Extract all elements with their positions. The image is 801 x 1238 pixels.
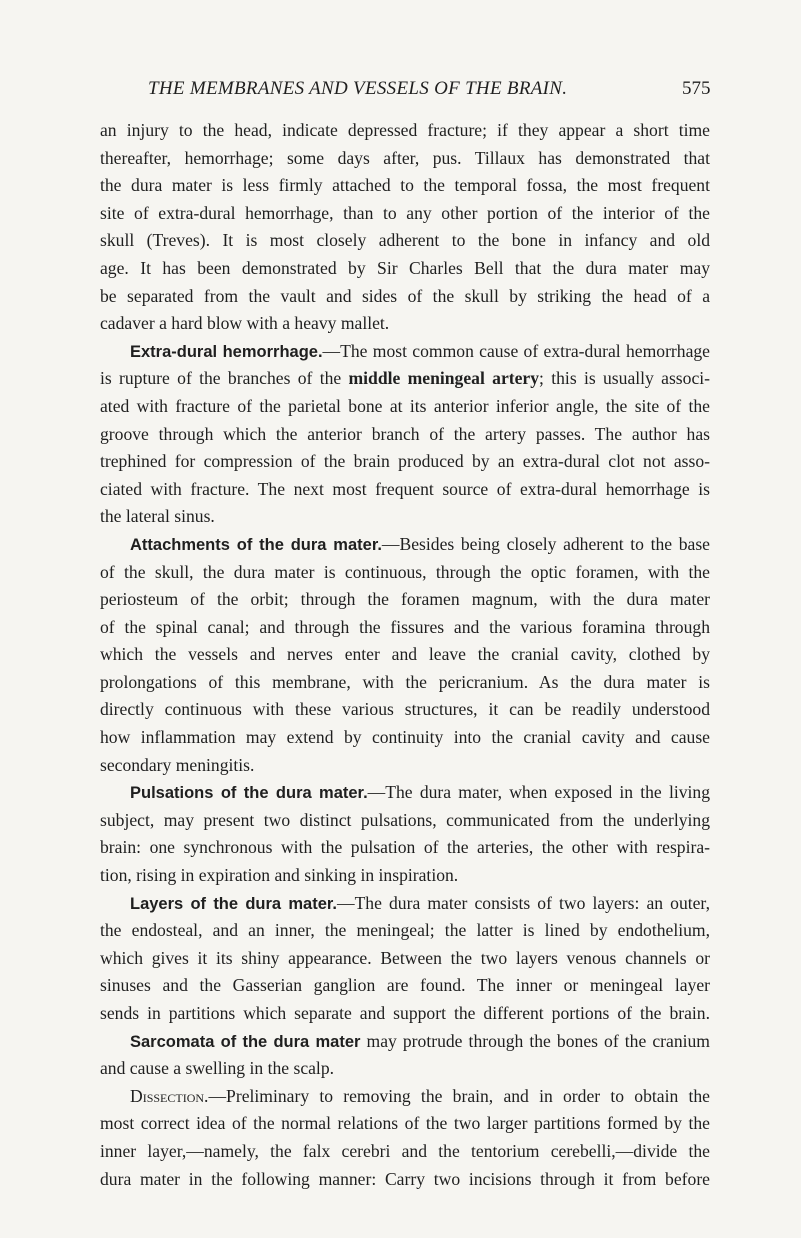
text-line <box>100 917 710 945</box>
text-line <box>100 559 710 587</box>
text-line <box>100 338 710 366</box>
line-text: ated with fracture of the parietal bone at its anterior inferior angle, the site of the <box>100 395 710 416</box>
line-text: —Besides being closely adherent to the base <box>381 533 710 554</box>
text-line <box>100 200 710 228</box>
line-text: —Preliminary to removing the brain, and in order to obtain the <box>208 1085 710 1106</box>
text-line <box>100 972 710 1000</box>
section-heading: Pulsations of the dura mater. <box>130 784 368 803</box>
text-line <box>100 227 710 255</box>
line-text: sends in partitions which separate and support the different portions of the brain. <box>100 1003 710 1023</box>
line-text: and cause a swelling in the scalp. <box>100 1058 335 1079</box>
text-line <box>100 172 710 200</box>
text-line <box>100 641 710 669</box>
body-text <box>100 117 710 1193</box>
line-text: which the vessels and nerves enter and leave the cranial cavity, clothed by <box>100 644 710 665</box>
text-line <box>100 117 710 145</box>
line-text: ciated with fracture. The next most frequent source of extra-dural hemorrhage is <box>100 478 710 499</box>
line-text: directly continuous with these various structures, it can be readily understood <box>100 699 710 720</box>
text-line <box>100 448 710 476</box>
line-text: —The dura mater consists of two layers: an outer, <box>336 892 710 913</box>
text-line <box>100 862 710 890</box>
text-line <box>100 1083 710 1111</box>
text-line <box>100 283 710 311</box>
text-line <box>100 145 710 173</box>
text-line <box>100 531 710 559</box>
line-text: be separated from the vault and sides of the skull by striking the head of a <box>100 285 710 306</box>
text-line <box>100 807 710 835</box>
running-header <box>0 78 801 102</box>
text-line <box>100 669 710 697</box>
text-line <box>100 393 710 421</box>
section-heading: Sarcomata of the dura mater <box>130 1032 361 1051</box>
text-line <box>100 752 710 780</box>
line-text: of the skull, the dura mater is continuous, through the optic foramen, with the <box>100 561 710 582</box>
text-line <box>100 696 710 724</box>
line-text: site of extra-dural hemorrhage, than to any other portion of the interior of the <box>100 202 710 223</box>
line-text: prolongations of this membrane, with the pericranium. As the dura mater is <box>100 671 710 692</box>
text-line <box>100 890 710 918</box>
section-heading: Attachments of the dura mater. <box>130 535 382 554</box>
line-text: sinuses and the Gasserian ganglion are found. The inner or meningeal layer <box>100 975 710 996</box>
text-line <box>100 255 710 283</box>
bold-term: middle meningeal artery <box>348 368 540 389</box>
line-text: the endosteal, and an inner, the meningeal; the latter is lined by endothelium, <box>100 920 710 941</box>
line-text: skull (Treves). It is most closely adherent to the bone in infancy and old <box>100 230 710 251</box>
line-text: an injury to the head, indicate depressed fracture; if they appear a short time <box>100 120 710 140</box>
text-line <box>100 834 710 862</box>
text-line <box>100 724 710 752</box>
line-text: trephined for compression of the brain produced by an extra-dural clot not asso- <box>100 451 710 472</box>
text-line <box>100 779 710 807</box>
line-text: thereafter, hemorrhage; some days after, pus. Tillaux has demonstrated that <box>100 147 710 168</box>
line-text: most correct idea of the normal relations of the two larger partitions formed by the <box>100 1113 710 1134</box>
text-line <box>100 1028 710 1056</box>
line-text: dura mater in the following manner: Carry two incisions through it from before <box>100 1168 710 1189</box>
page-number: 575 <box>682 78 711 99</box>
text-line <box>100 503 710 531</box>
line-text: may protrude through the bones of the cranium <box>360 1030 710 1051</box>
running-title: THE MEMBRANES AND VESSELS OF THE BRAIN. <box>148 78 568 99</box>
line-text: which gives it its shiny appearance. Between the two layers venous channels or <box>100 947 710 968</box>
line-text: of the spinal canal; and through the fissures and the various foramina through <box>100 616 710 637</box>
text-line <box>100 310 710 338</box>
text-line <box>100 1166 710 1194</box>
line-text: periosteum of the orbit; through the foramen magnum, with the dura mater <box>100 589 710 610</box>
text-line <box>100 476 710 504</box>
line-text: is rupture of the branches of the <box>100 368 349 389</box>
line-text: age. It has been demonstrated by Sir Charles Bell that the dura mater may <box>100 257 710 278</box>
line-text: cadaver a hard blow with a heavy mallet. <box>100 313 390 334</box>
line-text: brain: one synchronous with the pulsation of the arteries, the other with respira- <box>100 837 710 858</box>
line-text: the dura mater is less firmly attached to the temporal fossa, the most frequent <box>100 175 710 196</box>
text-line <box>100 1000 710 1028</box>
section-label: Dissection. <box>130 1085 209 1106</box>
section-heading: Extra-dural hemorrhage. <box>130 342 323 361</box>
line-text: —The most common cause of extra-dural hemorrhage <box>322 340 710 361</box>
text-line <box>100 945 710 973</box>
section-heading: Layers of the dura mater. <box>130 894 337 913</box>
line-text: groove through which the anterior branch of the artery passes. The author has <box>100 423 710 444</box>
text-line <box>100 614 710 642</box>
line-text: inner layer,—namely, the falx cerebri and the tentorium cerebelli,—divide the <box>100 1140 710 1161</box>
text-line <box>100 1138 710 1166</box>
text-line <box>100 1055 710 1083</box>
text-line <box>100 365 710 393</box>
text-line <box>100 1110 710 1138</box>
line-text: secondary meningitis. <box>100 754 255 775</box>
line-text: subject, may present two distinct pulsations, communicated from the underlying <box>100 809 710 830</box>
line-text: the lateral sinus. <box>100 506 215 527</box>
line-text: how inflammation may extend by continuity into the cranial cavity and cause <box>100 727 710 748</box>
line-text: —The dura mater, when exposed in the living <box>367 782 710 803</box>
text-line <box>100 421 710 449</box>
text-line <box>100 586 710 614</box>
line-text: ; this is usually associ- <box>539 368 710 389</box>
line-text: tion, rising in expiration and sinking in inspiration. <box>100 865 459 886</box>
